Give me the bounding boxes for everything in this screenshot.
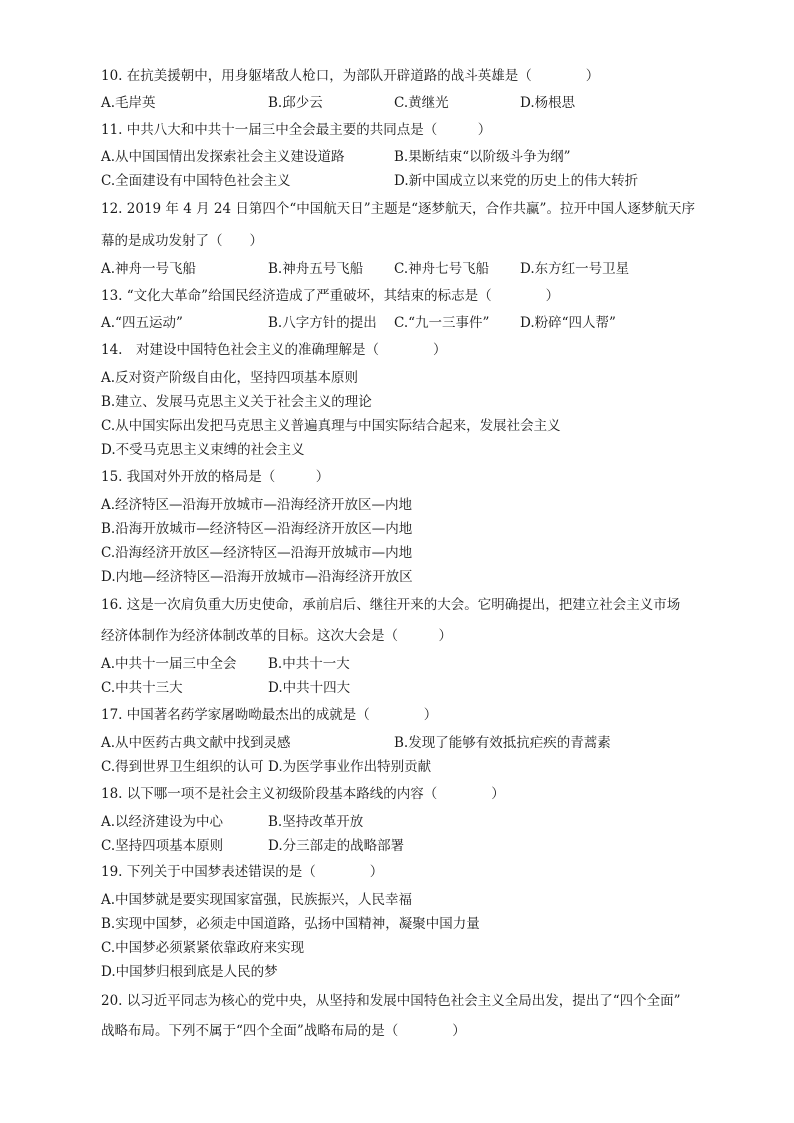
option-c: C.坚持四项基本原则 [101,838,224,854]
question-16-stem-line1: 16. 这是一次肩负重大历史使命，承前启后、继往开来的大会。它明确提出，把建立社会主义市场 [101,597,681,613]
option-c: C.沿海经济开放区—经济特区—沿海开放城市—内地 [101,545,413,561]
question-13-stem: 13. “文化大革命”给国民经济造成了严重破坏，其结束的标志是（ ） [101,288,560,304]
option-a: A.中国梦就是要实现国家富强，民族振兴，人民幸福 [101,892,413,908]
question-14-stem: 14. 对建设中国特色社会主义的准确理解是（ ） [101,342,447,358]
option-b: B.邱少云 [268,95,323,111]
question-20-stem-line2: 战略布局。下列不属于“四个全面”战略布局的是（ ） [101,1023,466,1039]
question-12-stem-line2: 幕的是成功发射了（ ） [101,233,263,249]
option-b: B.中共十一大 [268,656,350,672]
option-b: B.发现了能够有效抵抗疟疾的青蒿素 [394,735,611,751]
option-a: A.“四五运动” [101,315,183,331]
option-d: D.东方红一号卫星 [520,261,630,277]
option-c: C.得到世界卫生组织的认可 [101,759,264,775]
option-c: C.从中国实际出发把马克思主义普遍真理与中国实际结合起来，发展社会主义 [101,418,561,434]
option-b: B.神舟五号飞船 [268,261,364,277]
option-a: A.毛岸英 [101,95,156,111]
option-b: B.果断结束“以阶级斗争为纲” [394,149,571,165]
option-a: A.神舟一号飞船 [101,261,197,277]
option-d: D.为医学事业作出特别贡献 [268,759,432,775]
option-c: C.中国梦必须紧紧依靠政府来实现 [101,940,305,956]
question-11-stem: 11. 中共八大和中共十一届三中全会最主要的共同点是（ ） [101,122,492,138]
option-c: C.“九一三事件” [394,315,490,331]
question-17-stem: 17. 中国著名药学家屠呦呦最杰出的成就是（ ） [101,707,438,723]
option-c: C.全面建设有中国特色社会主义 [101,173,291,189]
option-b: B.沿海开放城市—经济特区—沿海经济开放区—内地 [101,521,413,537]
question-18-stem: 18. 以下哪一项不是社会主义初级阶段基本路线的内容（ ） [101,786,505,802]
option-c: C.神舟七号飞船 [394,261,490,277]
option-c: C.中共十三大 [101,680,183,696]
question-15-stem: 15. 我国对外开放的格局是（ ） [101,469,330,485]
option-a: A.从中国国情出发探索社会主义建设道路 [101,149,345,165]
option-c: C.黄继光 [394,95,449,111]
question-19-stem: 19. 下列关于中国梦表述错误的是（ ） [101,864,384,880]
option-a: A.反对资产阶级自由化，坚持四项基本原则 [101,370,359,386]
option-a: A.以经济建设为中心 [101,814,224,830]
option-d: D.新中国成立以来党的历史上的伟大转折 [394,173,639,189]
option-a: A.经济特区—沿海开放城市—沿海经济开放区—内地 [101,497,413,513]
option-d: D.粉碎“四人帮” [520,315,616,331]
option-a: A.从中医药古典文献中找到灵感 [101,735,291,751]
question-10-stem: 10. 在抗美援朝中，用身躯堵敌人枪口，为部队开辟道路的战斗英雄是（ ） [101,68,600,84]
question-16-stem-line2: 经济体制作为经济体制改革的目标。这次大会是（ ） [101,628,452,644]
option-d: D.分三部走的战略部署 [268,838,405,854]
option-a: A.中共十一届三中全会 [101,656,237,672]
option-b: B.建立、发展马克思主义关于社会主义的理论 [101,394,372,410]
option-d: D.杨根思 [520,95,576,111]
option-d: D.中国梦归根到底是人民的梦 [101,964,278,980]
option-b: B.坚持改革开放 [268,814,364,830]
question-12-stem-line1: 12. 2019 年 4 月 24 日第四个“中国航天日”主题是“逐梦航天，合作共赢”。拉开中国人逐梦航天序 [101,201,695,217]
option-d: D.不受马克思主义束缚的社会主义 [101,442,305,458]
question-20-stem-line1: 20. 以习近平同志为核心的党中央，从坚持和发展中国特色社会主义全局出发，提出了“四个全面” [101,993,681,1009]
option-d: D.内地—经济特区—沿海开放城市—沿海经济开放区 [101,569,413,585]
option-d: D.中共十四大 [268,680,351,696]
option-b: B.八字方针的提出 [268,315,377,331]
option-b: B.实现中国梦，必须走中国道路，弘扬中国精神，凝聚中国力量 [101,916,480,932]
